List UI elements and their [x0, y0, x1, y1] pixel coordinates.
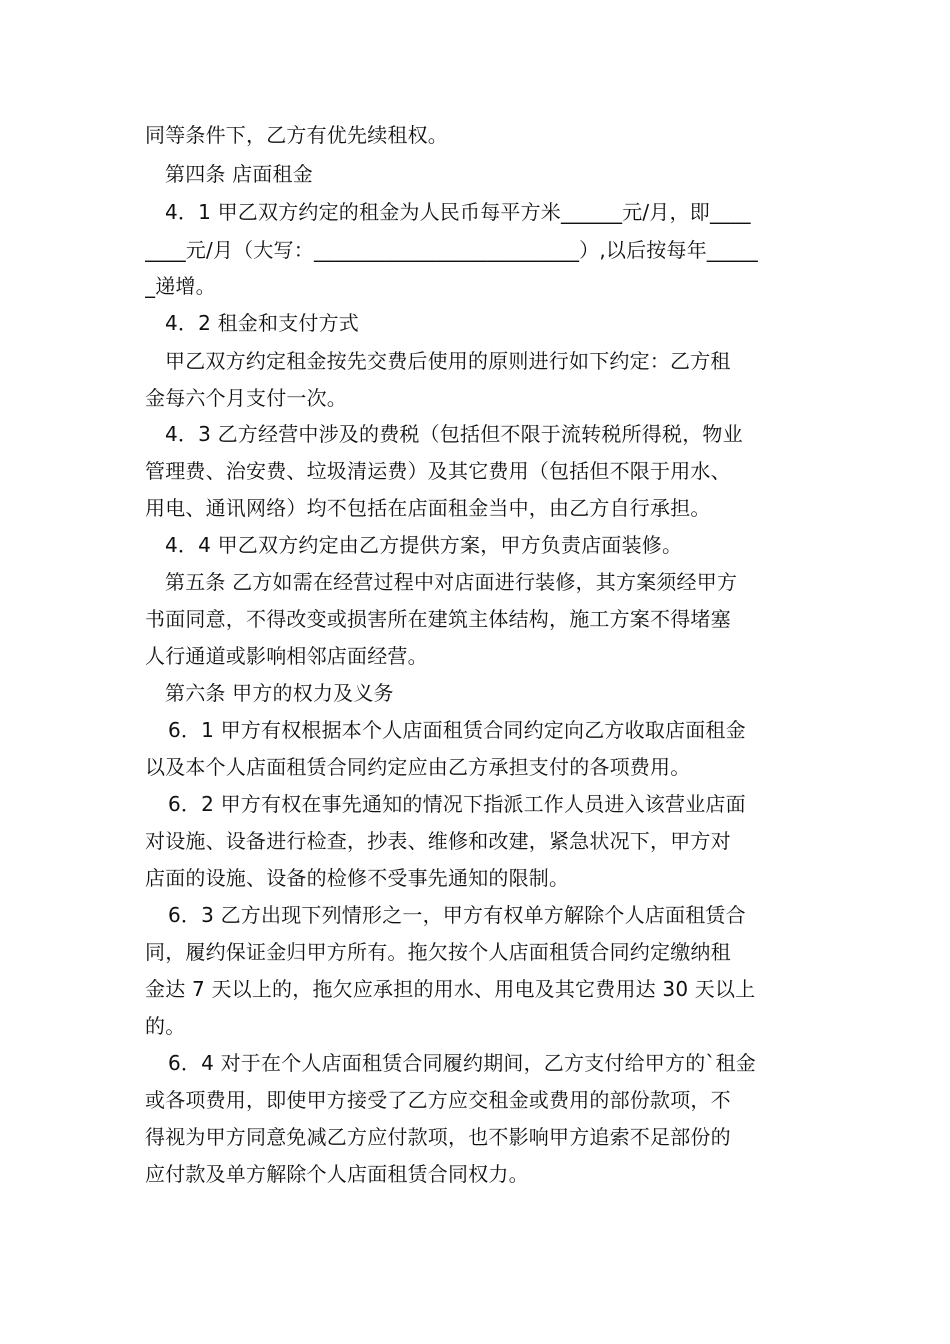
- text-line: ____元/月（大写：__________________________）,以后按每年_____: [145, 238, 758, 262]
- text-line: 同等条件下，乙方有优先续租权。: [145, 123, 448, 147]
- text-line: 书面同意，不得改变或损害所在建筑主体结构，施工方案不得堵塞: [145, 607, 731, 631]
- text-line: 用电、通讯网络）均不包括在店面租金当中，由乙方自行承担。: [145, 496, 711, 520]
- text-line: _递增。: [145, 274, 216, 298]
- text-line: 人行通道或影响相邻店面经营。: [145, 644, 428, 668]
- text-line: 同，履约保证金归甲方所有。拖欠按个人店面租赁合同约定缴纳租: [145, 940, 731, 964]
- text-line: 4．3 乙方经营中涉及的费税（包括但不限于流转税所得税，物业: [165, 422, 743, 446]
- section-heading: 第六条 甲方的权力及义务: [165, 681, 394, 705]
- section-heading: 第四条 店面租金: [165, 162, 313, 186]
- text-line: 6．2 甲方有权在事先通知的情况下指派工作人员进入该营业店面: [168, 792, 746, 816]
- text-line: 管理费、治安费、垃圾清运费）及其它费用（包括但不限于用水、: [145, 459, 731, 483]
- text-line: 应付款及单方解除个人店面租赁合同权力。: [145, 1162, 529, 1186]
- section-heading: 第五条 乙方如需在经营过程中对店面进行装修，其方案须经甲方: [165, 570, 738, 594]
- text-line: 或各项费用，即使甲方接受了乙方应交租金或费用的部份款项，不: [145, 1088, 731, 1112]
- text-line: 6．4 对于在个人店面租赁合同履约期间，乙方支付给甲方的`租金: [168, 1051, 757, 1075]
- text-line: 6．1 甲方有权根据本个人店面租赁合同约定向乙方收取店面租金: [168, 718, 746, 742]
- text-line: 金每六个月支付一次。: [145, 386, 347, 410]
- text-line: 店面的设施、设备的检修不受事先通知的限制。: [145, 866, 570, 890]
- text-line: 6．3 乙方出现下列情形之一，甲方有权单方解除个人店面租赁合: [168, 903, 746, 927]
- text-line: 甲乙双方约定租金按先交费后使用的原则进行如下约定：乙方租: [165, 349, 731, 373]
- text-line: 以及本个人店面租赁合同约定应由乙方承担支付的各项费用。: [145, 755, 691, 779]
- text-line: 得视为甲方同意免减乙方应付款项，也不影响甲方追索不足部份的: [145, 1125, 731, 1149]
- text-line: 4．4 甲乙双方约定由乙方提供方案，甲方负责店面装修。: [165, 533, 683, 557]
- text-line: 4．2 租金和支付方式: [165, 311, 360, 335]
- text-line: 4．1 甲乙双方约定的租金为人民币每平方米______元/月，即____: [165, 200, 751, 224]
- text-line: 对设施、设备进行检查，抄表、维修和改建，紧急状况下，甲方对: [145, 829, 731, 853]
- text-line: 的。: [145, 1014, 186, 1038]
- text-line: 金达 7 天以上的，拖欠应承担的用水、用电及其它费用达 30 天以上: [145, 977, 756, 1001]
